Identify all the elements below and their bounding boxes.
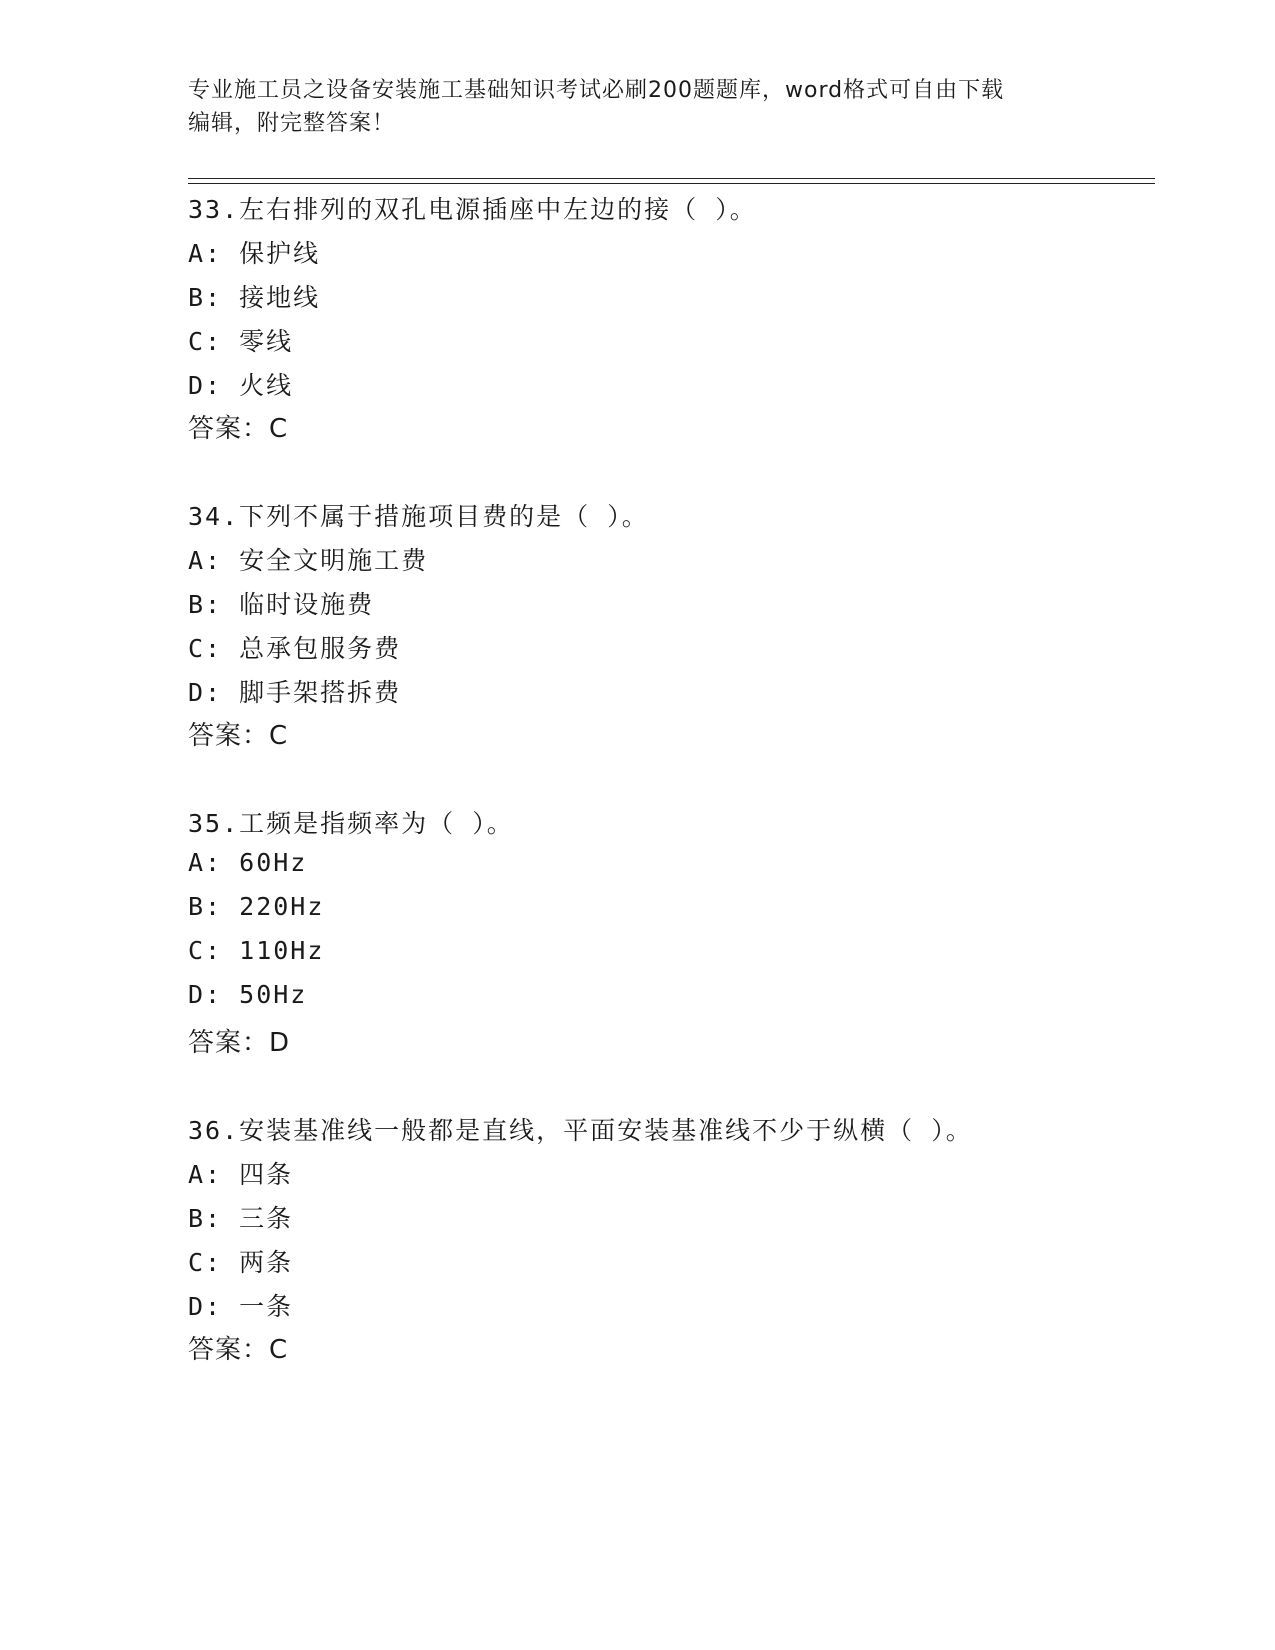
answer-line: 答案：C: [188, 721, 289, 751]
answer-line: 答案：C: [188, 414, 289, 444]
option-d: D: 50Hz: [188, 980, 308, 1009]
option-d: D: 一条: [188, 1292, 294, 1321]
option-c: C: 总承包服务费: [188, 634, 402, 663]
option-a: A: 安全文明施工费: [188, 546, 429, 575]
option-d: D: 火线: [188, 371, 294, 400]
option-b: B: 接地线: [188, 283, 321, 312]
header-line-2: 编辑，附完整答案！: [188, 111, 396, 136]
question-stem: 36.安装基准线一般都是直线，平面安装基准线不少于纵横（ ）。: [188, 1116, 973, 1145]
answer-line: 答案：D: [188, 1028, 291, 1058]
option-b: B: 三条: [188, 1204, 294, 1233]
option-a: A: 四条: [188, 1160, 294, 1189]
option-d: D: 脚手架搭拆费: [188, 678, 402, 707]
option-b: B: 临时设施费: [188, 590, 375, 619]
option-a: A: 60Hz: [188, 848, 308, 877]
question-stem: 33.左右排列的双孔电源插座中左边的接（ ）。: [188, 195, 757, 224]
header-divider: [188, 178, 1155, 184]
option-c: C: 两条: [188, 1248, 294, 1277]
document-header: [188, 74, 1088, 140]
question-stem: 35.工频是指频率为（ ）。: [188, 809, 514, 838]
option-b: B: 220Hz: [188, 892, 325, 921]
answer-line: 答案：C: [188, 1335, 289, 1365]
question-stem: 34.下列不属于措施项目费的是（ ）。: [188, 502, 649, 531]
option-c: C: 零线: [188, 327, 294, 356]
option-a: A: 保护线: [188, 239, 321, 268]
header-line-1: 专业施工员之设备安装施工基础知识考试必刷200题题库，word格式可自由下载: [188, 78, 1005, 103]
option-c: C: 110Hz: [188, 936, 325, 965]
